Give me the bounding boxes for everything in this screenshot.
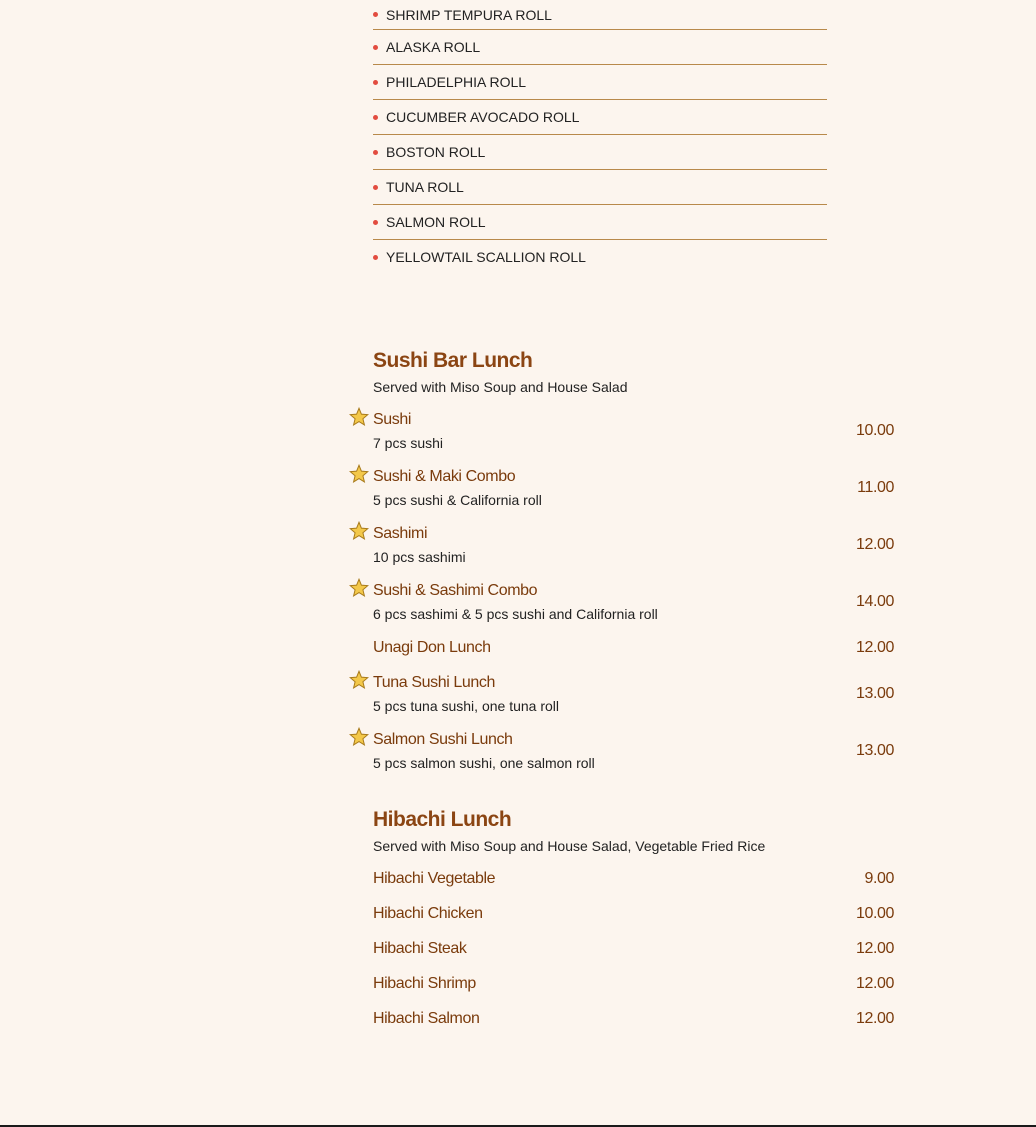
item-name: Hibachi Shrimp xyxy=(373,975,476,992)
item-price: 14.00 xyxy=(855,593,894,610)
menu-item-tuna-sushi-lunch xyxy=(373,673,894,715)
bullet-icon xyxy=(373,220,378,225)
item-description: 5 pcs sushi & California roll xyxy=(373,492,542,508)
star-icon xyxy=(349,407,369,427)
item-price: 12.00 xyxy=(855,1010,894,1027)
roll-label: ALASKA ROLL xyxy=(386,39,481,55)
star-icon xyxy=(349,670,369,690)
roll-item xyxy=(373,100,827,135)
roll-label: SALMON ROLL xyxy=(386,214,486,230)
menu-item-sushi xyxy=(373,410,894,452)
roll-label: SHRIMP TEMPURA ROLL xyxy=(386,6,552,23)
menu-item-sashimi xyxy=(373,524,894,566)
item-description: 6 pcs sashimi & 5 pcs sushi and California roll xyxy=(373,606,658,622)
menu-item-hibachi-vegetable xyxy=(373,869,894,889)
roll-item xyxy=(373,205,827,240)
roll-list xyxy=(373,0,827,274)
item-price: 12.00 xyxy=(855,975,894,992)
menu-item-salmon-sushi-lunch xyxy=(373,730,894,772)
roll-label: CUCUMBER AVOCADO ROLL xyxy=(386,109,580,125)
bullet-icon xyxy=(373,150,378,155)
menu-item-hibachi-steak xyxy=(373,939,894,959)
item-description: 5 pcs salmon sushi, one salmon roll xyxy=(373,755,595,771)
item-name: Sashimi xyxy=(373,525,428,542)
item-price: 13.00 xyxy=(855,685,894,702)
hibachi-section-header xyxy=(373,807,894,855)
menu-item-hibachi-chicken xyxy=(373,904,894,924)
item-price: 13.00 xyxy=(855,742,894,759)
item-price: 11.00 xyxy=(857,479,894,496)
roll-item xyxy=(373,0,827,30)
star-icon xyxy=(349,578,369,598)
menu-item-sushi-maki-combo xyxy=(373,467,894,509)
roll-item xyxy=(373,135,827,170)
section-subtitle: Served with Miso Soup and House Salad xyxy=(373,379,628,395)
item-description: 5 pcs tuna sushi, one tuna roll xyxy=(373,698,560,714)
bullet-icon xyxy=(373,255,378,260)
roll-item xyxy=(373,240,827,274)
item-name: Salmon Sushi Lunch xyxy=(373,731,513,748)
item-name: Hibachi Vegetable xyxy=(373,870,496,887)
bullet-icon xyxy=(373,115,378,120)
star-icon xyxy=(349,727,369,747)
section-subtitle: Served with Miso Soup and House Salad, Vegetable Fried Rice xyxy=(373,838,766,854)
menu-item-hibachi-shrimp xyxy=(373,974,894,994)
roll-label: PHILADELPHIA ROLL xyxy=(386,74,527,90)
item-name: Sushi & Sashimi Combo xyxy=(373,582,538,599)
item-description: 7 pcs sushi xyxy=(373,435,444,451)
menu-item-hibachi-salmon xyxy=(373,1009,894,1029)
item-name: Hibachi Salmon xyxy=(373,1010,480,1027)
item-price: 10.00 xyxy=(855,905,894,922)
item-price: 12.00 xyxy=(855,639,894,656)
item-name: Hibachi Steak xyxy=(373,940,467,957)
bullet-icon xyxy=(373,45,378,50)
item-price: 10.00 xyxy=(855,422,894,439)
bullet-icon xyxy=(373,80,378,85)
roll-label: TUNA ROLL xyxy=(386,179,464,195)
item-name: Sushi & Maki Combo xyxy=(373,468,516,485)
item-price: 12.00 xyxy=(855,940,894,957)
bullet-icon xyxy=(373,185,378,190)
roll-item xyxy=(373,65,827,100)
roll-label: BOSTON ROLL xyxy=(386,144,486,160)
section-title: Hibachi Lunch xyxy=(373,808,512,831)
item-name: Unagi Don Lunch xyxy=(373,639,491,656)
star-icon xyxy=(349,521,369,541)
sushi-bar-section-header xyxy=(373,348,894,396)
item-name: Tuna Sushi Lunch xyxy=(373,674,495,691)
item-description: 10 pcs sashimi xyxy=(373,549,466,565)
menu-item-unagi-don-lunch xyxy=(373,638,894,658)
roll-label: YELLOWTAIL SCALLION ROLL xyxy=(386,249,586,265)
star-icon xyxy=(349,464,369,484)
item-name: Hibachi Chicken xyxy=(373,905,483,922)
roll-item xyxy=(373,170,827,205)
roll-item xyxy=(373,30,827,65)
item-price: 9.00 xyxy=(864,870,894,887)
item-price: 12.00 xyxy=(855,536,894,553)
item-name: Sushi xyxy=(373,411,412,428)
section-title: Sushi Bar Lunch xyxy=(373,349,533,372)
menu-item-sushi-sashimi-combo xyxy=(373,581,894,623)
bullet-icon xyxy=(373,12,378,17)
